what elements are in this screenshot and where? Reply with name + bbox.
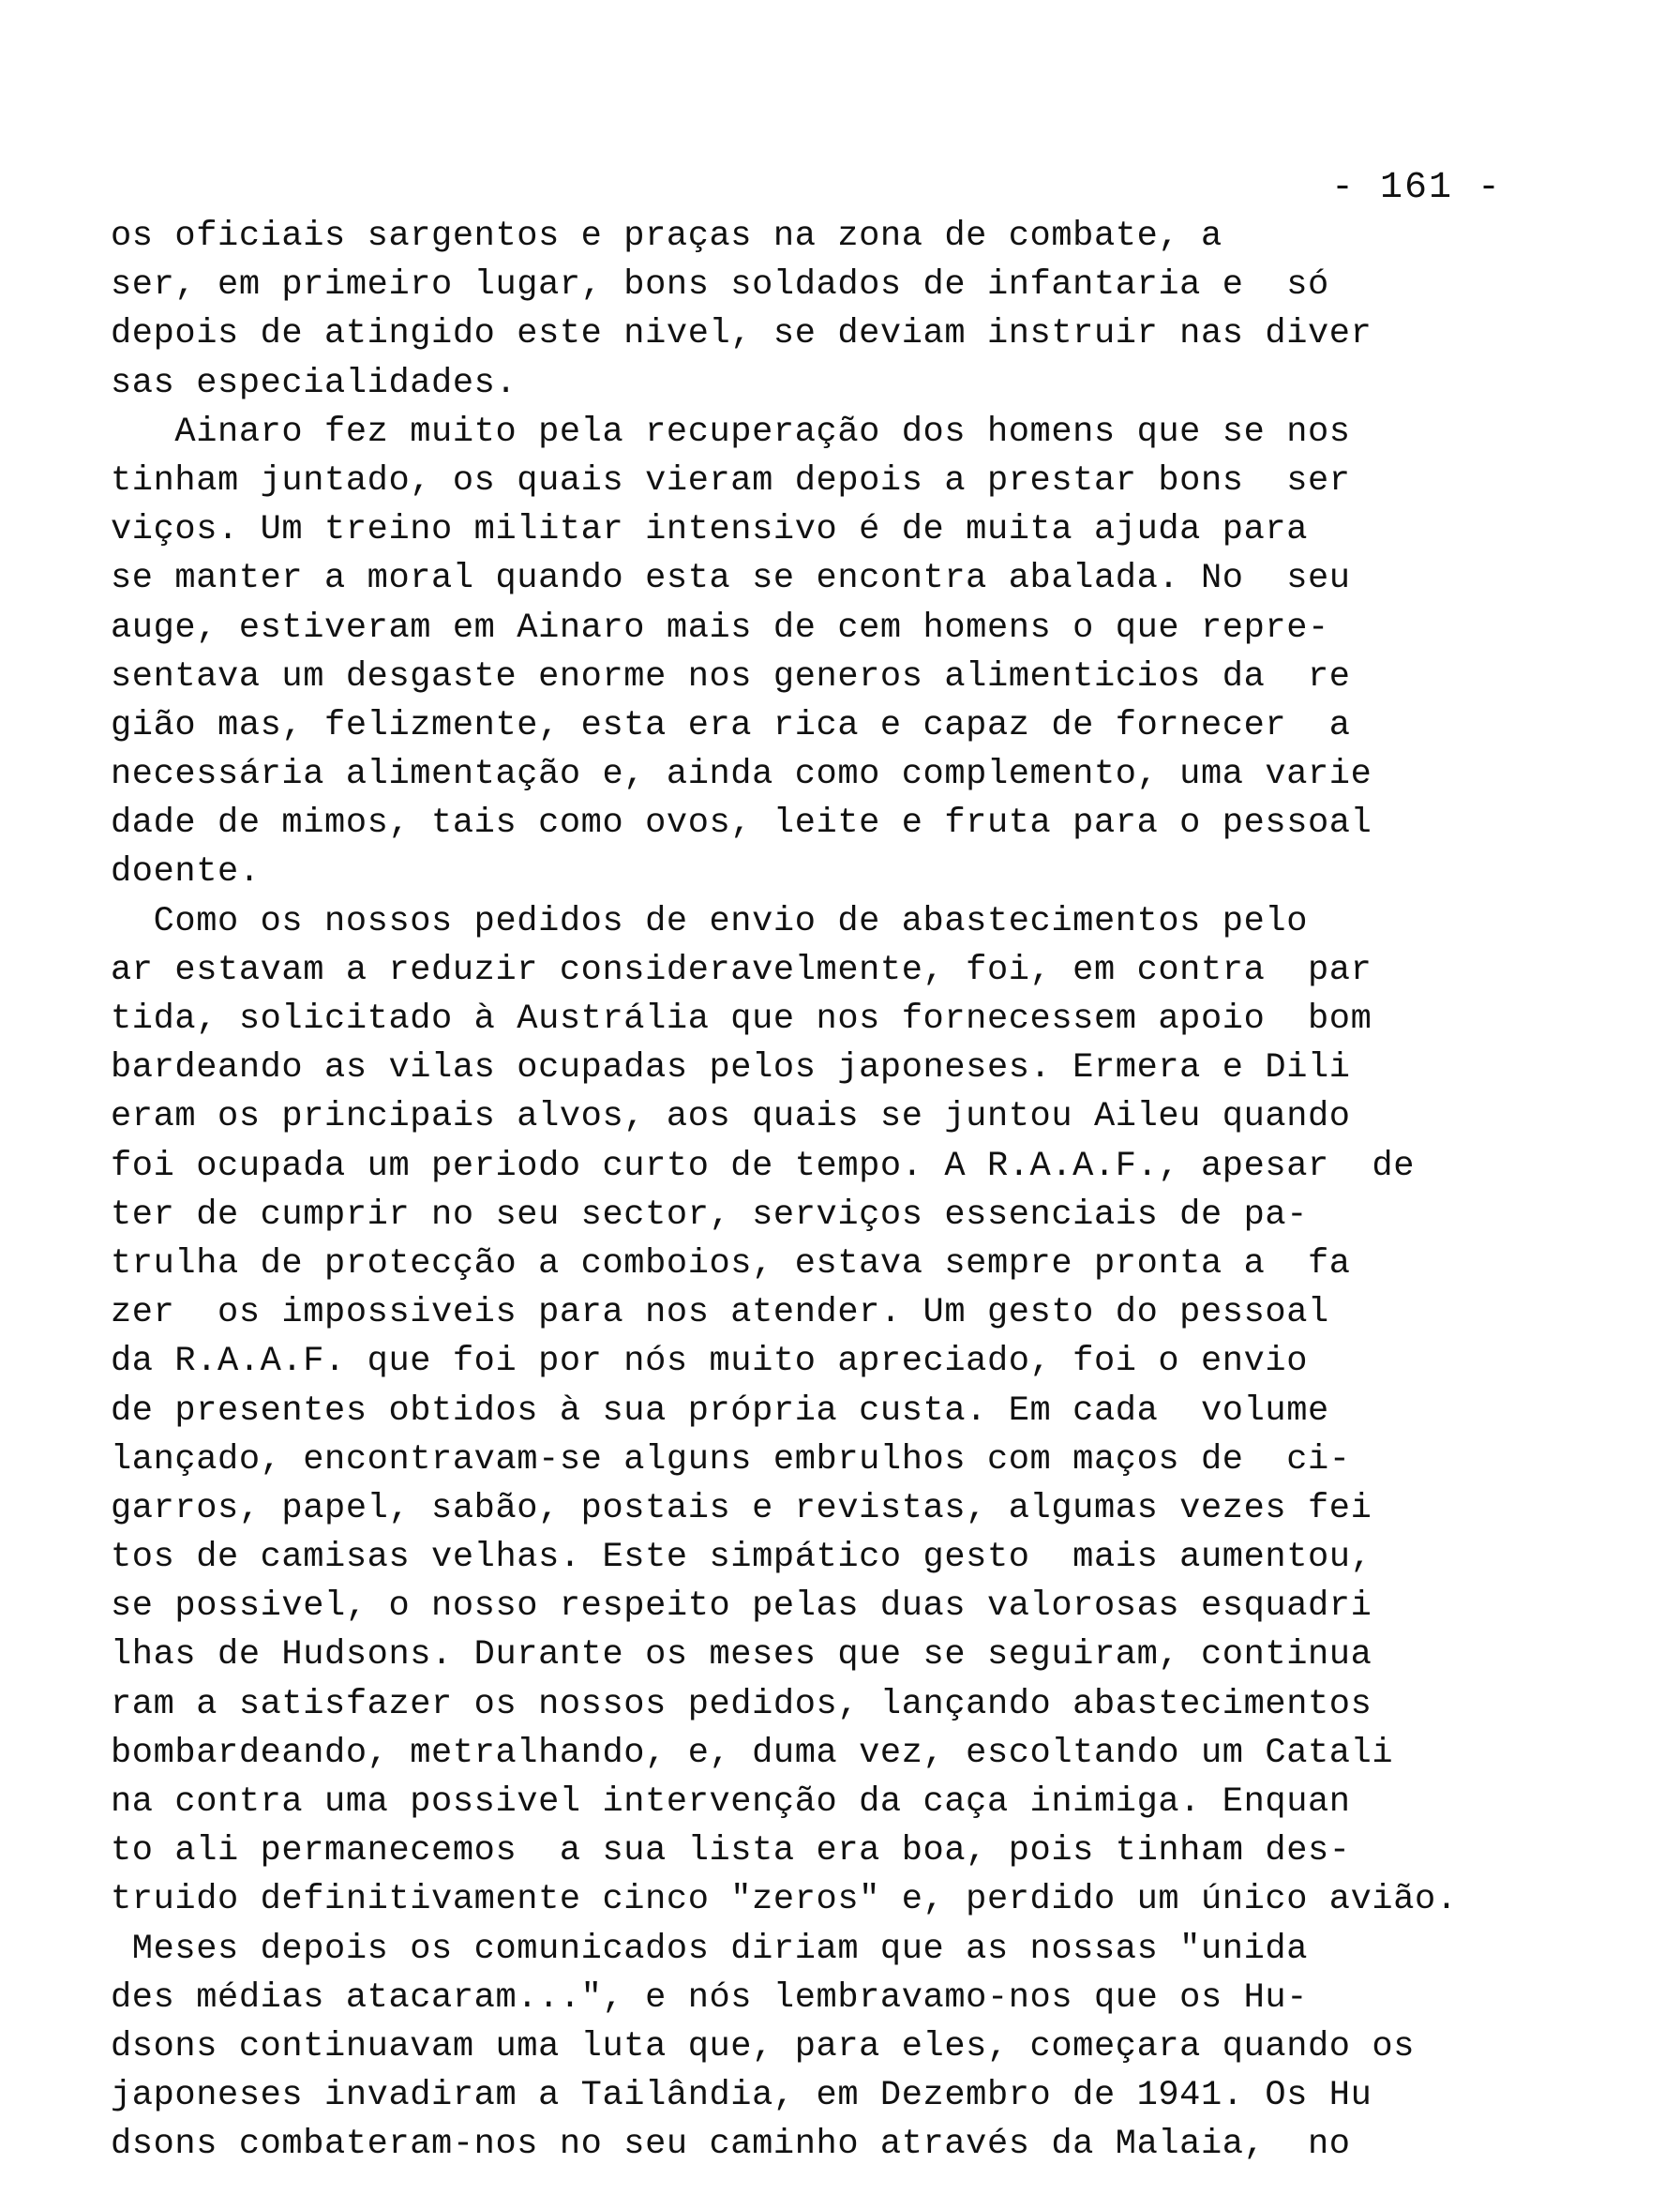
text-line: na contra uma possivel intervenção da caça inimiga. Enquan bbox=[111, 1782, 1351, 1822]
text-line: os oficiais sargentos e praças na zona de combate, a bbox=[111, 217, 1222, 256]
text-line: doente. bbox=[111, 852, 261, 893]
text-line: dade de mimos, tais como ovos, leite e fruta para o pessoal bbox=[111, 804, 1372, 844]
body-text bbox=[111, 212, 1470, 2170]
text-line: se manter a moral quando esta se encontra abalada. No seu bbox=[111, 559, 1351, 599]
text-line: ar estavam a reduzir consideravelmente, foi, em contra par bbox=[111, 950, 1372, 990]
text-line: foi ocupada um periodo curto de tempo. A R.A.A.F., apesar de bbox=[111, 1146, 1416, 1186]
text-line: bardeando as vilas ocupadas pelos japoneses. Ermera e Dili bbox=[111, 1048, 1351, 1089]
text-line: dsons continuavam uma luta que, para eles, começara quando os bbox=[111, 2026, 1416, 2066]
text-line: lhas de Hudsons. Durante os meses que se seguiram, continua bbox=[111, 1635, 1372, 1676]
text-line: tida, solicitado à Austrália que nos fornecessem apoio bom bbox=[111, 999, 1372, 1039]
text-line: to ali permanecemos a sua lista era boa, pois tinham des- bbox=[111, 1831, 1351, 1871]
text-line: se possivel, o nosso respeito pelas duas valorosas esquadri bbox=[111, 1586, 1372, 1627]
text-line: bombardeando, metralhando, e, duma vez, escoltando um Catali bbox=[111, 1733, 1394, 1773]
text-line: Ainaro fez muito pela recuperação dos homens que se nos bbox=[111, 412, 1351, 452]
text-line: japoneses invadiram a Tailândia, em Dezembro de 1941. Os Hu bbox=[111, 2076, 1372, 2116]
text-line: de presentes obtidos à sua própria custa. Em cada volume bbox=[111, 1390, 1329, 1431]
text-line: sentava um desgaste enorme nos generos alimenticios da re bbox=[111, 656, 1351, 697]
text-line: Meses depois os comunicados diriam que as nossas "unida bbox=[111, 1929, 1309, 1969]
text-line: eram os principais alvos, aos quais se juntou Aileu quando bbox=[111, 1097, 1351, 1137]
text-line: depois de atingido este nivel, se deviam instruir nas diver bbox=[111, 314, 1372, 354]
text-line: sas especialidades. bbox=[111, 363, 518, 403]
text-line: gião mas, felizmente, esta era rica e capaz de fornecer a bbox=[111, 705, 1351, 745]
text-line: des médias atacaram...", e nós lembravamo-nos que os Hu- bbox=[111, 1977, 1309, 2018]
page-number: - 161 - bbox=[1331, 167, 1503, 209]
text-line: Como os nossos pedidos de envio de abastecimentos pelo bbox=[111, 901, 1309, 941]
text-line: tos de camisas velhas. Este simpático gesto mais aumentou, bbox=[111, 1538, 1372, 1578]
text-line: ser, em primeiro lugar, bons soldados de infantaria e só bbox=[111, 265, 1329, 306]
text-line: viços. Um treino militar intensivo é de muita ajuda para bbox=[111, 510, 1309, 550]
text-line: dsons combateram-nos no seu caminho através da Malaia, no bbox=[111, 2125, 1351, 2165]
text-line: da R.A.A.F. que foi por nós muito apreciado, foi o envio bbox=[111, 1342, 1309, 1382]
text-line: ter de cumprir no seu sector, serviços essenciais de pa- bbox=[111, 1195, 1309, 1235]
text-line: zer os impossiveis para nos atender. Um gesto do pessoal bbox=[111, 1293, 1329, 1333]
text-line: garros, papel, sabão, postais e revistas, algumas vezes fei bbox=[111, 1488, 1372, 1528]
text-line: auge, estiveram em Ainaro mais de cem homens o que repre- bbox=[111, 608, 1329, 648]
text-line: truido definitivamente cinco "zeros" e, perdido um único avião. bbox=[111, 1880, 1458, 1920]
text-line: tinham juntado, os quais vieram depois a prestar bons ser bbox=[111, 460, 1351, 501]
text-line: necessária alimentação e, ainda como complemento, uma varie bbox=[111, 755, 1372, 795]
text-line: trulha de protecção a comboios, estava sempre pronta a fa bbox=[111, 1243, 1351, 1284]
text-line: lançado, encontravam-se alguns embrulhos com maços de ci- bbox=[111, 1439, 1351, 1480]
text-line: ram a satisfazer os nossos pedidos, lançando abastecimentos bbox=[111, 1684, 1372, 1724]
